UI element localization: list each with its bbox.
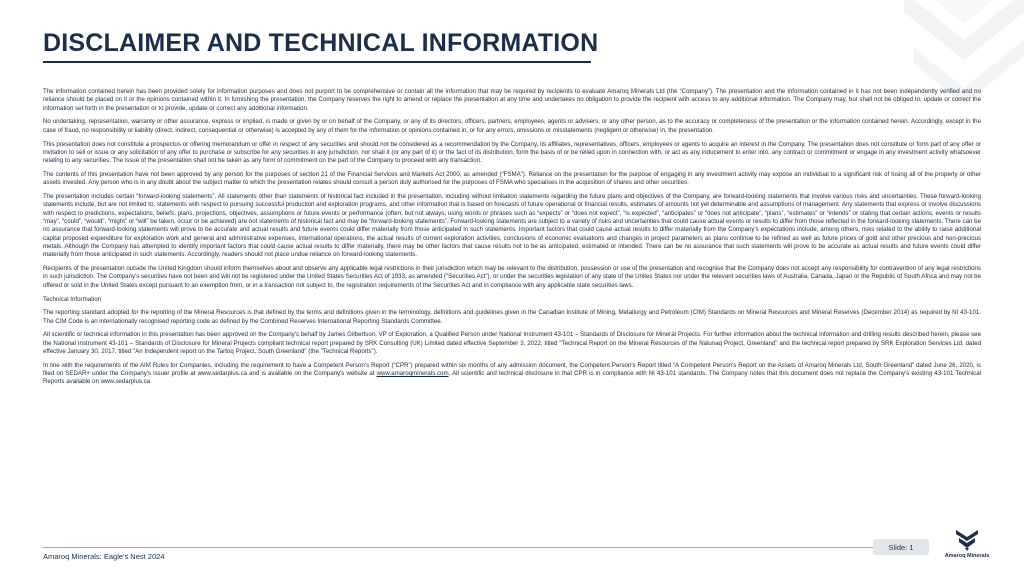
paragraph: The presentation includes certain “forward-looking statements”. All statements other than statements of historical fact included in the presentation, including without limitation statements regarding the future plans and objectives of the Company, are forward-looking statements that involve various risks and uncertainties. These forward-looking statements include, but are not limited to, statements with respect to pursuing successful production and exploration programs, and other information that is based on forecasts of future operational or financial results, estimates of amounts not yet determinable and assumptions of management. Any statements that express or involve discussions with respect to predictions, expectations, beliefs, plans, projections, objectives, assumptions or future events or performance (often, but not always, using words or phrases such as “expects” or “does not expect”, “is expected”, “anticipates” or “does not anticipate”, “plans”, “estimates” or “intends” or stating that certain actions, events or results “may”, “could”, “would”, “might” or “will” be taken, occur or be achieved) are not statements of historical fact and may be “forward-looking statements”. Forward-looking statements are subject to a variety of risks and uncertainties that could cause actual events or results to differ from those reflected in the forward-looking statements. There can be no assurance that forward-looking statements will prove to be accurate and actual results and future events could differ materially from those anticipated in such statements. Important factors that could cause actual results to differ materially from the Company's expectations include, among others, risks related to the ability to raise additional capital proposed expenditure for exploration work and general and administrative expenses, international operations, the actual results of current exploration activities, conclusions of economic evaluations and changes in project parameters as plans continue to be refined as well as future prices of gold and other precious and non-precious metals. Although the Company has attempted to identify important factors that could cause actual results to differ materially, there may be other factors that cause results not to be as anticipated, estimated or intended. There can be no assurance that such statements will prove to be accurate as actual results and future events could differ materially from those anticipated in such statements. Accordingly, readers should not place undue reliance on forward-looking statements. [43, 193, 981, 259]
paragraph: Recipients of the presentation outside the United Kingdom should inform themselves about and observe any applicable legal restrictions in their jurisdiction which may be relevant to the distribution, possession or use of the presentation and recognise that the Company does not accept any responsibility for contravention of any legal restrictions in such jurisdiction. The Company's securities have not been and will not be registered under the United States Securities Act of 1933, as amended ("Securities Act"), or under the securities legislation of any state of the Unites States nor under the relevant securities laws of Australia, Canada, Japan or the Republic of South Africa and may not be offered or sold in the United States except pursuant to an exemption from, or in a transaction not subject to, the registration requirements of the Securities Act and in compliance with any applicable state securities laws. [43, 265, 981, 289]
technical-information-heading: Technical Information [43, 295, 102, 303]
logo-wordmark: Amaroq Minerals [944, 553, 990, 559]
title-underline [43, 61, 591, 63]
company-logo [940, 526, 994, 566]
paragraph-cpr [43, 362, 981, 387]
website-link[interactable]: www.amaroqminerals.com [376, 370, 449, 378]
paragraph-text: In line with the requirements of the AIM Rules for Companies, including the requirement to have a Competent Person's Report (“CPR”) prepared within six months of any admission document, the Competent Person's Report titled “A Competent Person's Report on the Assets of Amaroq Minerals Ltd, South Greenland” dated June 26, 2020, is filed on SEDAR+ under the Company's issuer profile at www.sedarplus.ca and is available on the Company's website at [43, 361, 981, 378]
slide-number: Slide: 1 [888, 542, 914, 552]
paragraph: The information contained herein has been provided solely for information purposes and does not purport to be comprehensive or contain all the information that may be required by recipients to evaluate Amaroq Minerals Ltd (the “Company”). The presentation and the information contained in it has not been independently verified and no reliance should be placed on it or the opinions contained within it. In furnishing the presentation, the Company reserves the right to amend or replace the presentation at any time and undertakes no obligation to provide the recipient with access to any additional information. The Company may, but shall not be obliged to, update or correct the information set forth in the presentation or to provide, update or correct any additional information. [43, 88, 981, 112]
paragraph: This presentation does not constitute a prospectus or offering memorandum or offer in respect of any securities and should not be considered as a recommendation by the Company, its affiliates, representatives, officers, employees or agents to acquire an interest in the Company. The presentation does not constitute or form part of any offer or invitation to sell or issue or any solicitation of any offer to purchase or subscribe for any securities in any jurisdiction, nor shall it (or any part of it) or the fact of its distribution, form the basis of or be relied upon in connection with, or act as any inducement to enter into, any contract or commitment or engage in any investment activity whatsoever relating to any securities. The issue of the presentation shall not be taken as any form of commitment on the part of the Company to proceed with any transaction. [43, 140, 981, 165]
paragraph: All scientific or technical information in this presentation has been approved on the Company's behalf by James Gilbertson, VP of Exploration, a Qualified Person under National Instrument 43-101 – Standards of Disclosure for Mineral Projects. For further information about the technical information and drilling results described herein, please see the National Instrument 43-101 – Standards of Disclosure for Mineral Projects compliant technical report prepared by SRK Consulting (UK) Limited dated effective September 3, 2022, titled "Technical Report on the Mineral Resources of the Nalunaq Project, Greenland" and the technical report prepared by SRK Exploration Services Ltd. dated effective January 30, 2017, titled "An Independent report on the Tartoq Project, South Greenland" (the "Technical Reports"). [43, 331, 981, 356]
slide-number-badge [873, 539, 929, 555]
disclaimer-body [43, 88, 981, 392]
footer-title: Amaroq Minerals: Eagle's Nest 2024 [43, 552, 165, 561]
page-title: DISCLAIMER AND TECHNICAL INFORMATION [43, 29, 599, 57]
paragraph: The reporting standard adopted for the reporting of the Mineral Resources is that defined by the terms and definitions given in the terminology, definitions and guidelines given in the Canadian Institute of Mining, Metallurgy and Petroleum (CIM) Standards on Mineral Resources and Mineral Reserves (December 2014) as required by NI 43-101. The CIM Code is an internationally recognised reporting code as defined by the Combined Reserves International Reporting Standards Committee. [43, 309, 981, 325]
paragraph: No undertaking, representation, warranty or other assurance, express or implied, is made or given by or on behalf of the Company, or any of its directors, officers, partners, employees, agents or advisers, or any other person, as to the accuracy or completeness of the presentation or the information contained herein. Accordingly, except in the case of fraud, no responsibility or liability (direct, indirect, consequential or otherwise) is accepted by any of them for the information or opinions contained in, or for any errors, omissions or misstatements (negligent or otherwise) in, the presentation. [43, 118, 981, 134]
paragraph: The contents of this presentation have not been approved by any person for the purposes of section 21 of the Financial Services and Markets Act 2000, as amended (“FSMA”). Reliance on the presentation for the purpose of engaging in any investment activity may expose an individual to a significant risk of losing all of the property or other assets invested. Any person who is in any doubt about the subject matter to which the presentation relates should consult a person duly authorised for the purposes of FSMA who specialises in the acquisition of shares and other securities. [43, 170, 981, 187]
paragraph-text: . All scientific and technical disclosure in that CPR is in compliance with NI 43-101 standards. The Company notes that this document does not replace the Company's existing 43-101 Technical Reports available on www.sedarplus.ca [43, 370, 981, 386]
footer-divider [43, 547, 873, 548]
eagle-logo-icon [954, 526, 980, 552]
